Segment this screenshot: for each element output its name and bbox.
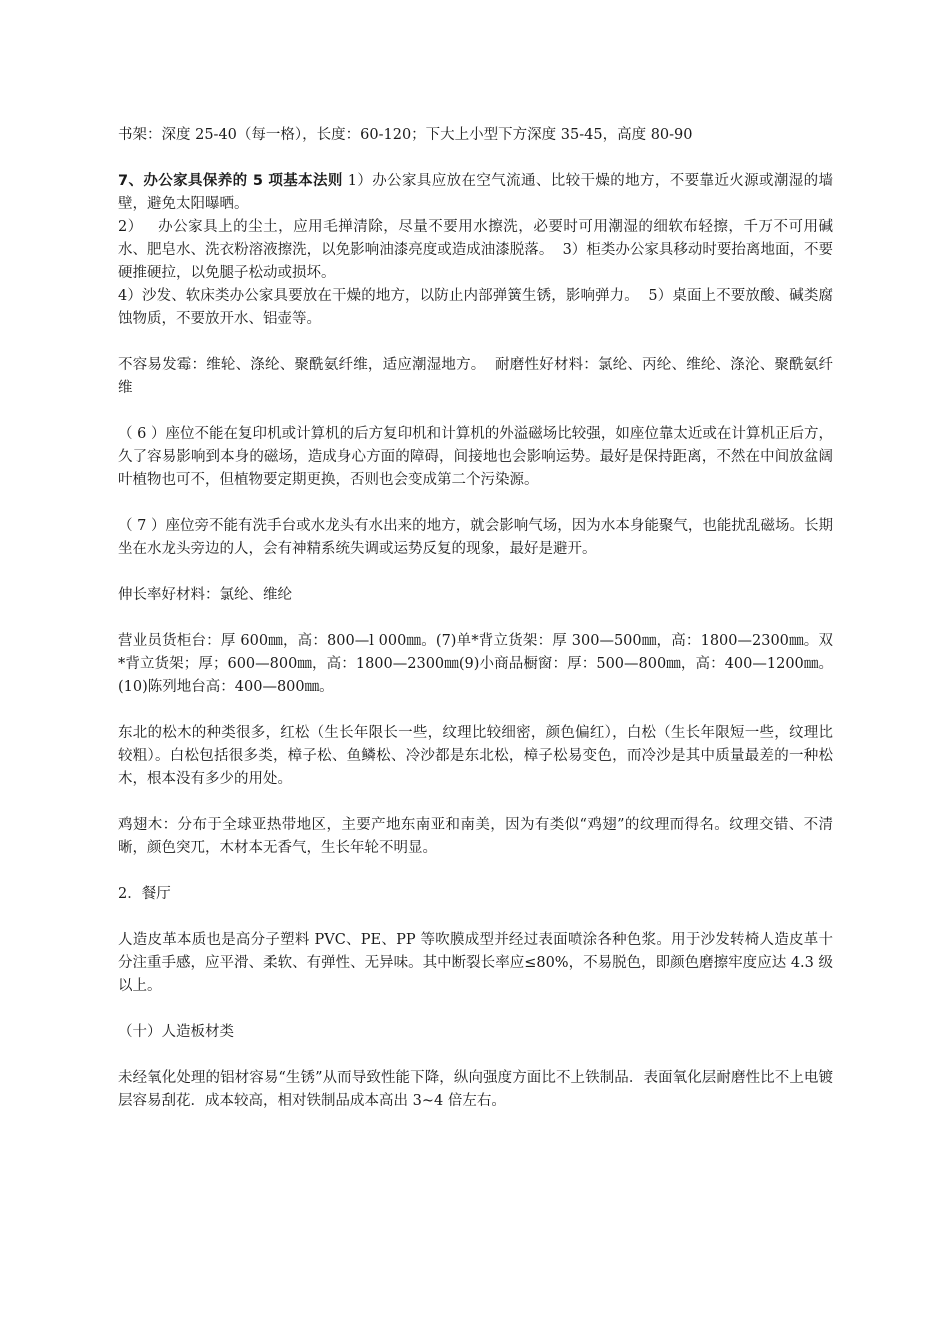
paragraph-panel-heading: （十）人造板材类 — [118, 1024, 234, 1040]
paragraph-dining-room: 2．餐厅 — [118, 886, 171, 902]
paragraph-seat-faucet: （ 7 ）座位旁不能有洗手台或水龙头有水出来的地方，就会影响气场，因为水本身能聚气，也能扰乱磁场。长期坐在水龙头旁边的人，会有神精系统失调或运势反复的现象，最好是避开。 — [118, 518, 833, 557]
document-body — [118, 124, 833, 1136]
paragraph-mold-resistance: 不容易发霉：维轮、涤纶、聚酰氨纤维，适应潮湿地方。 耐磨性好材料：氯纶、丙纶、维纶、涤沦、聚酰氨纤维 — [118, 357, 833, 396]
section-heading-maintenance: 7、办公家具保养的 5 项基本法则 — [118, 173, 343, 189]
paragraph-aluminum: 未经氧化处理的铝材容易“生锈”从而导致性能下降，纵向强度方面比不上铁制品．表面氧化层耐磨性比不上电镀层容易刮花．成本较高，相对铁制品成本高出 3~4 倍左右。 — [118, 1070, 833, 1109]
paragraph-maintenance-rules — [118, 170, 833, 216]
maintenance-rules-2-3: 2） 办公家具上的尘土，应用毛掸清除，尽量不要用水擦洗，必要时可用潮湿的细软布轻擦，千万不可用碱水、肥皂水、洗衣粉溶液擦洗，以免影响油漆亮度或造成油漆脱落。 3）柜类办公家具移动时要抬离地面，不要硬推硬拉，以免腿子松动或损坏。 — [118, 219, 833, 281]
paragraph-seat-copier: （ 6 ）座位不能在复印机或计算机的后方复印机和计算机的外溢磁场比较强，如座位靠太近或在计算机正后方，久了容易影响到本身的磁场，造成身心方面的障碍，间接地也会影响运势。最好是保持距离，不然在中间放盆阔叶植物也可不，但植物要定期更换，否则也会变成第二个污染源。 — [118, 426, 833, 488]
paragraph-wenge-wood: 鸡翅木：分布于全球亚热带地区，主要产地东南亚和南美，因为有类似“鸡翅”的纹理而得名。纹理交错、不清晰，颜色突兀，木材本无香气，生长年轮不明显。 — [118, 817, 833, 856]
paragraph-pine-wood: 东北的松木的种类很多，红松（生长年限长一些，纹理比较细密，颜色偏红），白松（生长年限短一些，纹理比较粗）。白松包括很多类，樟子松、鱼鳞松、冷沙都是东北松，樟子松易变色，而冷沙是其中质量最差的一种松木，根本没有多少的用处。 — [118, 725, 833, 787]
maintenance-rules-4-5: 4）沙发、软床类办公家具要放在干燥的地方，以防止内部弹簧生锈，影响弹力。 5）桌面上不要放酸、碱类腐蚀物质，不要放开水、铝壶等。 — [118, 288, 833, 327]
paragraph-counter-dimensions: 营业员货柜台：厚 600㎜，高：800—l 000㎜。(7)单*背立货架：厚 300—500㎜，高：1800—2300㎜。双*背立货架；厚；600—800㎜，高：1800—2300㎜(9)小商品橱窗：厚：500—800㎜，高：400—1200㎜。(10)陈列地台高：400—800㎜。 — [118, 633, 833, 695]
paragraph-elongation: 伸长率好材料：氯纶、维纶 — [118, 587, 292, 603]
maintenance-rule-1: 1）办公家具应放在空气流通、比较干燥的地方，不要靠近火源或潮湿的墙壁，避免太阳曝晒。 — [118, 173, 833, 212]
paragraph-bookshelf-dimensions: 书架：深度 25-40（每一格），长度：60-120；下大上小型下方深度 35-45，高度 80-90 — [118, 127, 693, 143]
paragraph-artificial-leather: 人造皮革本质也是高分子塑料 PVC、PE、PP 等吹膜成型并经过表面喷涂各种色浆。用于沙发转椅人造皮革十分注重手感，应平滑、柔软、有弹性、无异味。其中断裂长率应≤80%，不易脱色，即颜色磨擦牢度应达 4.3 级以上。 — [118, 932, 833, 994]
